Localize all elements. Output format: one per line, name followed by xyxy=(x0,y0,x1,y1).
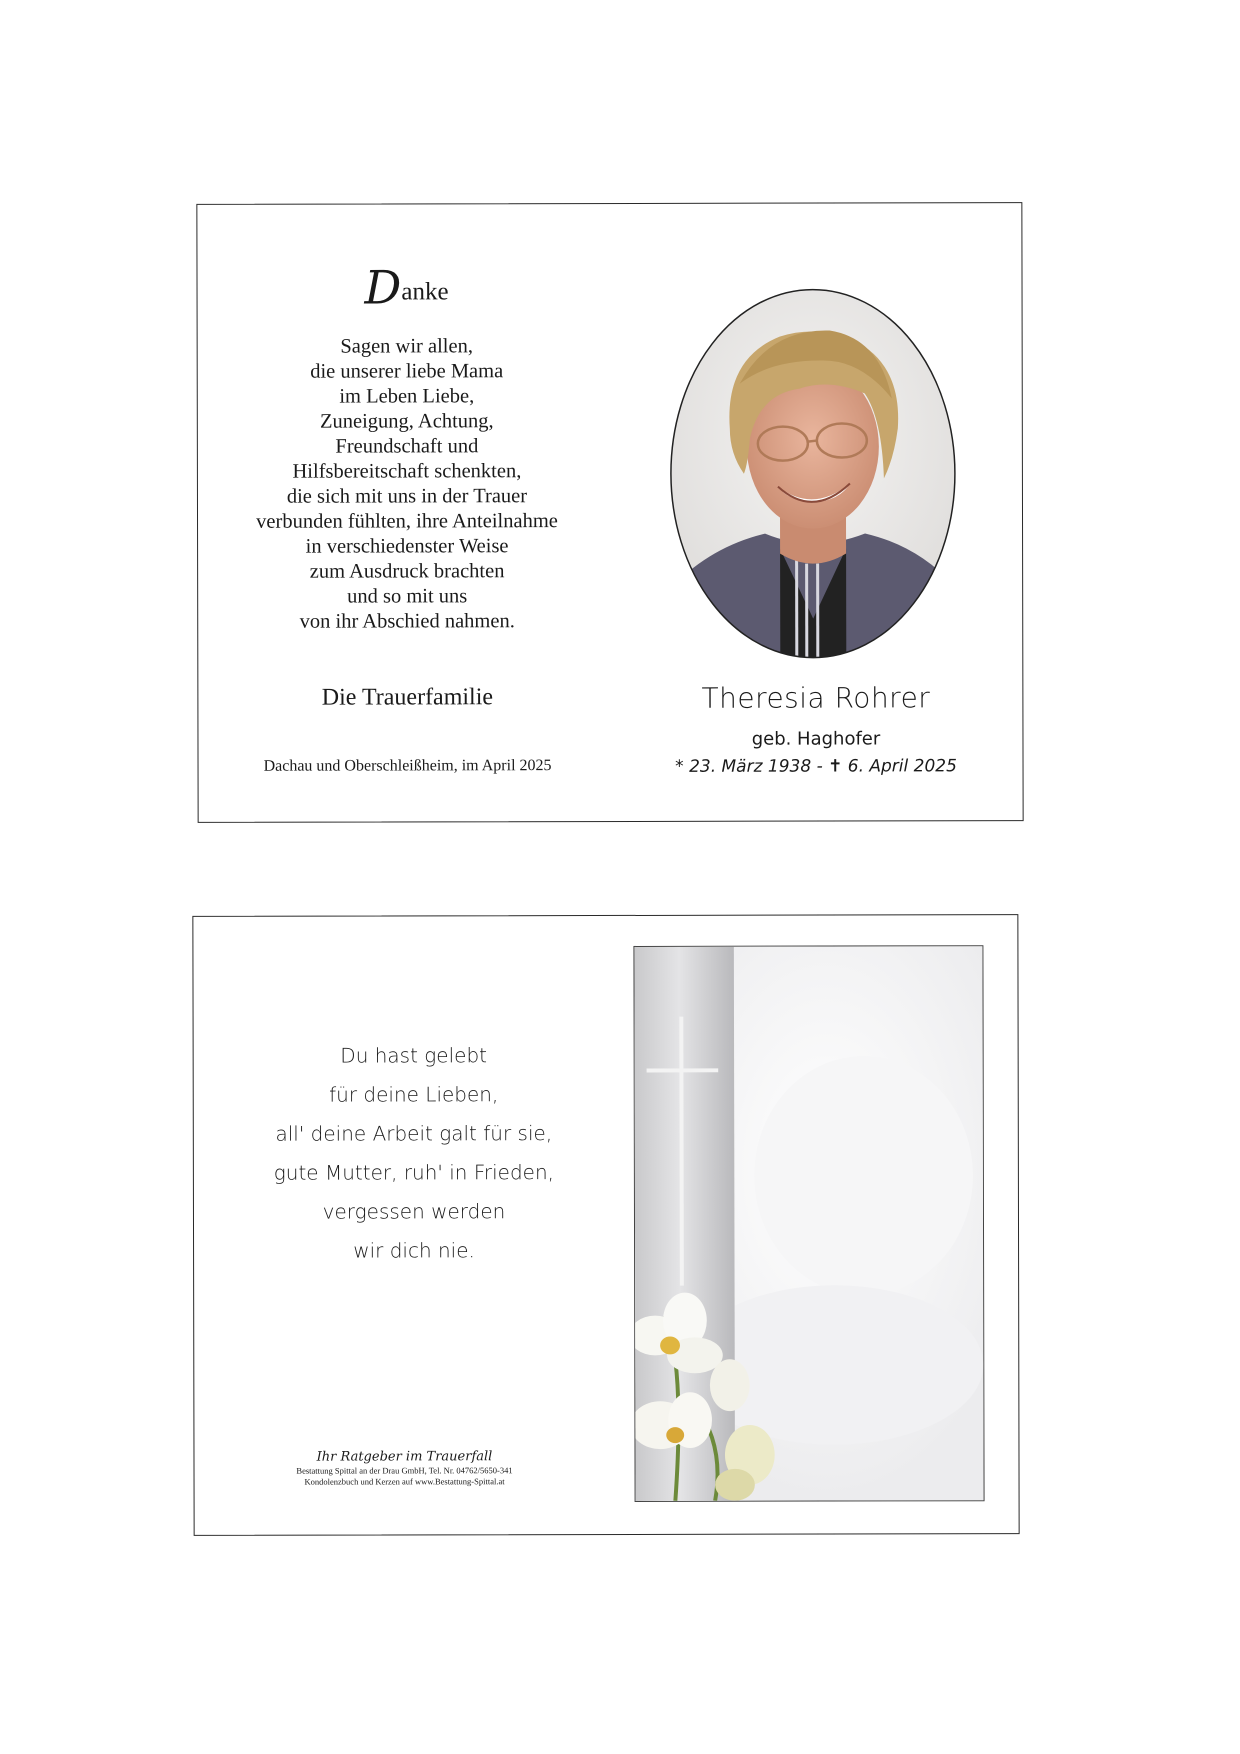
memorial-poem xyxy=(194,1036,634,1271)
text-line: Freundschaft und xyxy=(335,435,479,458)
poem-line: Du hast gelebt xyxy=(340,1043,488,1068)
imprint-line: Kondolenzbuch und Kerzen auf www.Bestattung-Spittal.at xyxy=(304,1476,505,1487)
text-line: Hilfsbereitschaft schenkten, xyxy=(292,460,522,483)
maiden-name: geb. Haghofer xyxy=(751,728,881,750)
imprint-line: Bestattung Spittal an der Drau GmbH, Tel. Nr. 04762/5650-341 xyxy=(296,1465,513,1476)
poem-line: wir dich nie. xyxy=(353,1238,475,1263)
poem-line: für deine Lieben, xyxy=(329,1082,499,1107)
poem-line: gute Mutter, ruh' in Frieden, xyxy=(273,1160,555,1185)
poem-line: all' deine Arbeit galt für sie, xyxy=(275,1121,553,1146)
text-line: und so mit uns xyxy=(347,585,468,608)
danke-heading xyxy=(197,260,615,315)
candle-orchid-image xyxy=(633,945,984,1502)
text-line: im Leben Liebe, xyxy=(339,385,475,408)
thank-you-card-front xyxy=(196,202,1023,823)
portrait-photo xyxy=(670,288,957,659)
poem-line: vergessen werden xyxy=(322,1199,506,1224)
text-line: Zuneigung, Achtung, xyxy=(319,410,494,433)
text-line: verbunden fühlten, ihre Anteilnahme xyxy=(256,510,558,533)
text-line: Sagen wir allen, xyxy=(340,335,473,358)
thank-you-text xyxy=(198,334,617,635)
life-dates: * 23. März 1938 - ✝ 6. April 2025 xyxy=(675,756,957,777)
text-line: zum Ausdruck brachten xyxy=(309,560,505,583)
signature: Die Trauerfamilie xyxy=(321,684,494,711)
imprint-slogan: Ihr Ratgeber im Trauerfall xyxy=(316,1449,493,1465)
danke-rest: anke xyxy=(401,278,449,306)
deceased-name: Theresia Rohrer xyxy=(701,681,931,715)
funeral-home-imprint xyxy=(234,1449,574,1488)
text-line: die unserer liebe Mama xyxy=(310,360,504,383)
text-line: von ihr Abschied nahmen. xyxy=(299,610,515,633)
text-line: die sich mit uns in der Trauer xyxy=(286,485,528,508)
text-line: in verschiedenster Weise xyxy=(305,535,509,558)
place-date: Dachau und Oberschleißheim, im April 2025 xyxy=(263,757,552,775)
thank-you-card-back xyxy=(192,914,1019,1536)
danke-initial: D xyxy=(364,260,402,315)
